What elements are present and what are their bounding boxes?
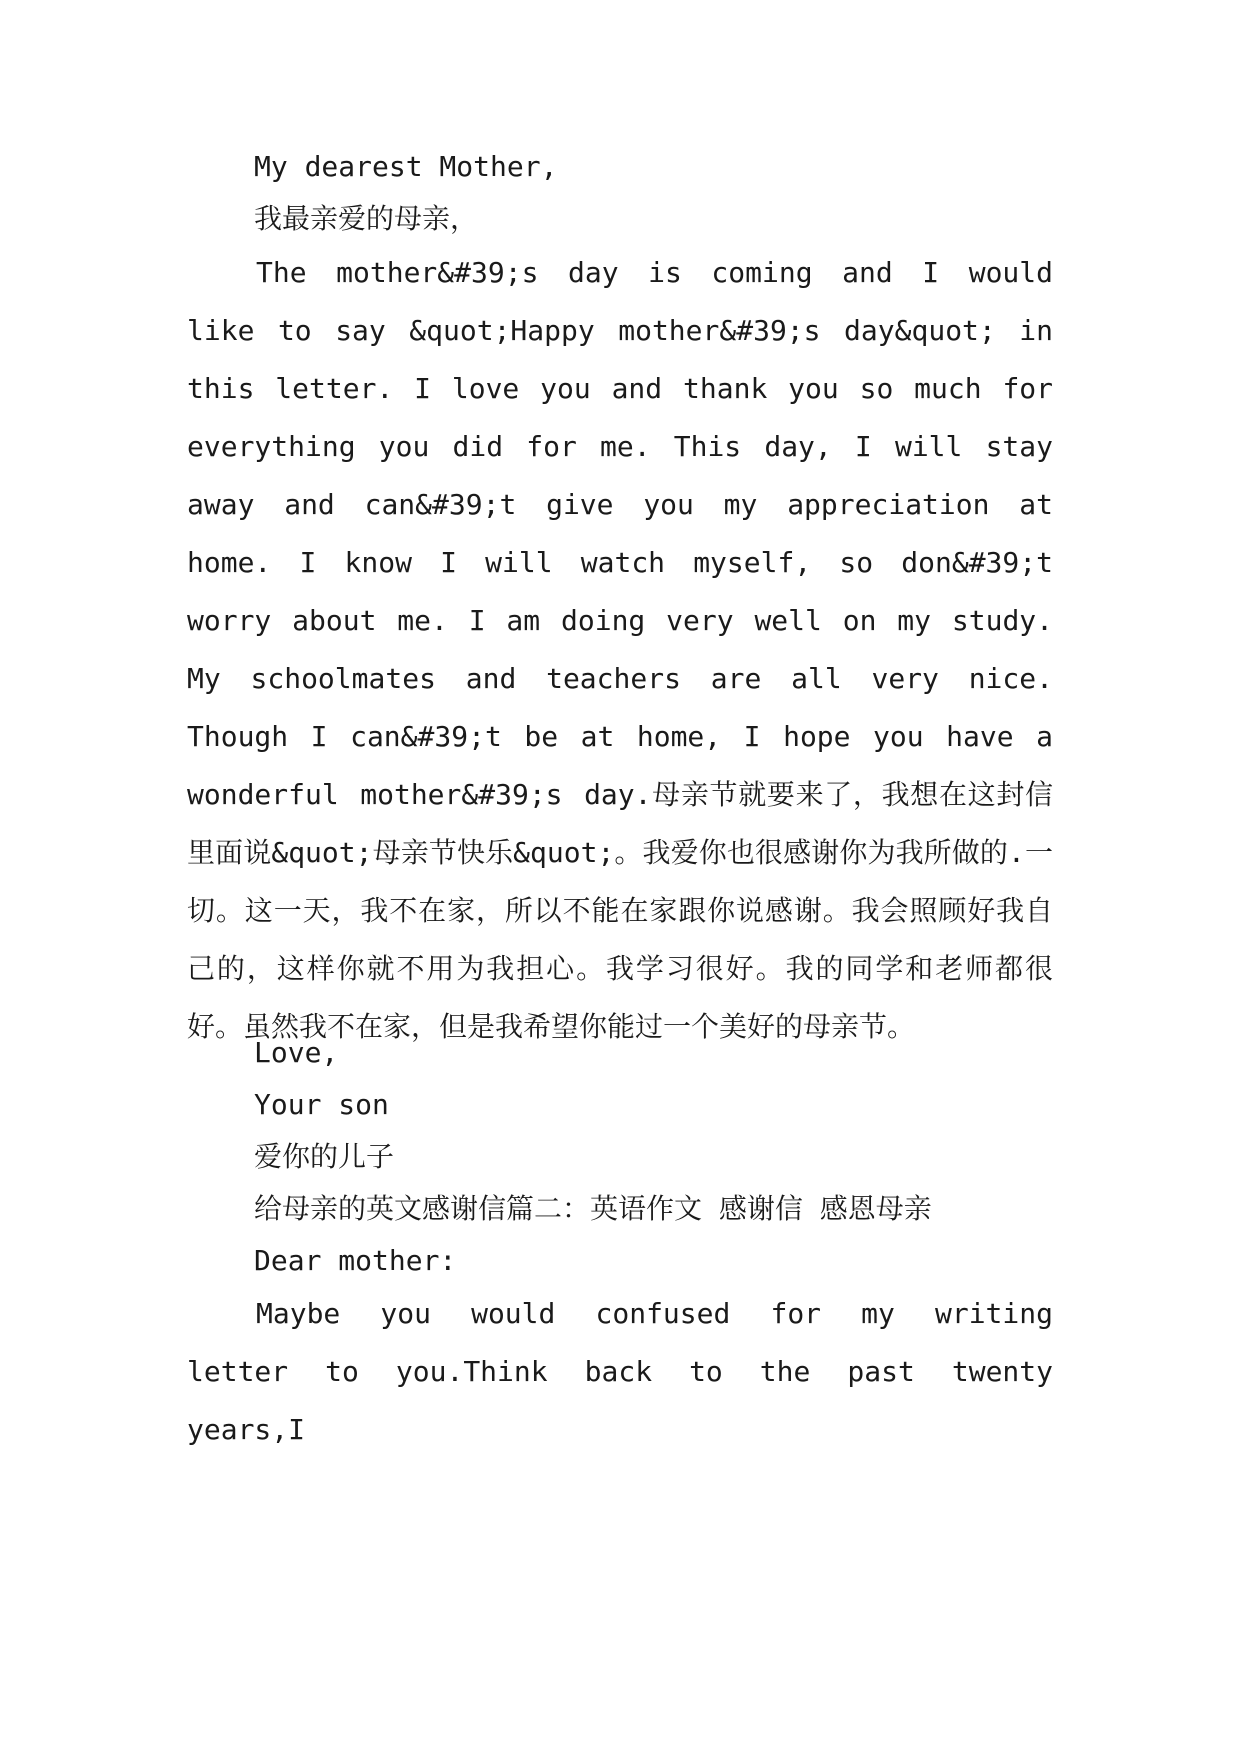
section-salutation: Dear mother: [254,1244,457,1277]
letter-closing: Love, [254,1036,339,1069]
letter-salutation-en: My dearest Mother, [254,150,558,183]
letter-signature-en: Your son [254,1088,389,1121]
section-body-paragraph: Maybe you would confused for my writing letter to you.Think back to the past twenty years,I [187,1297,1053,1446]
letter-signature-zh: 爱你的儿子 [254,1140,395,1173]
letter-body-paragraph: The mother&#39;s day is coming and I would like to say &quot;Happy mother&#39;s day&quot; in this letter. I love you and thank you so much for everything you did for me. This day, I will stay away and can&#39;t give you my appreciation at home. I know I will watch myself, so don&#39;t worry about me. I am doing very well on my study. My schoolmates and teachers are all very nice. Though I can&#39;t be at home, I hope you have a wonderful mother&#39;s day.母亲节就要来了，我想在这封信里面说&quot;母亲节快乐&quot;。我爱你也很感谢你为我所做的.一切。这一天，我不在家，所以不能在家跟你说感谢。我会照顾好我自己的，这样你就不用为我担心。我学习很好。我的同学和老师都很好。虽然我不在家，但是我希望你能过一个美好的母亲节。 [187,256,1054,1043]
section-heading: 给母亲的英文感谢信篇二：英语作文 感谢信 感恩母亲 [254,1192,932,1225]
letter-salutation-zh: 我最亲爱的母亲， [254,202,479,235]
